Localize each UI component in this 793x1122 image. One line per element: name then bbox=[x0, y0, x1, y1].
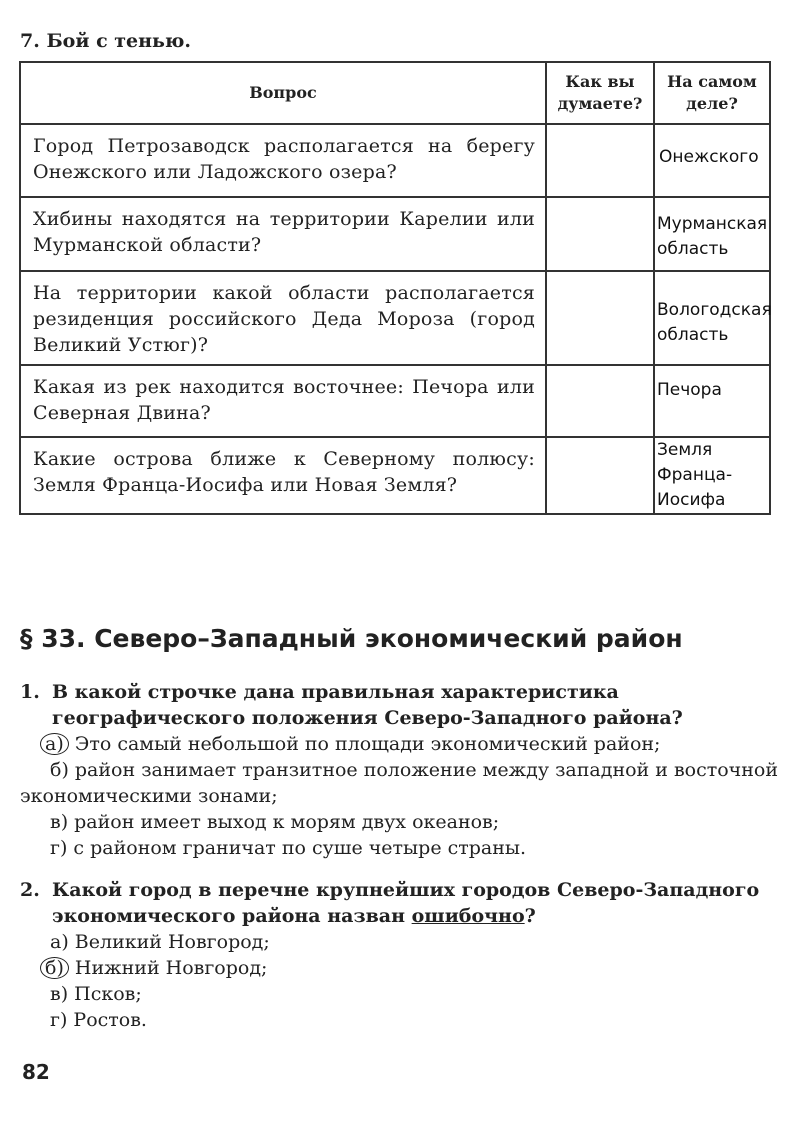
option-letter: в) bbox=[50, 811, 69, 833]
option-letter: б) bbox=[50, 759, 69, 781]
guess-cell[interactable] bbox=[546, 437, 654, 514]
option-text: Ростов. bbox=[67, 1009, 147, 1031]
option-c[interactable] bbox=[20, 809, 780, 835]
exercise-title: 7. Бой с тенью. bbox=[20, 30, 192, 52]
option-d[interactable] bbox=[20, 1007, 780, 1033]
question-cell: Хибины находятся на территории Карелии или Мурманской области? bbox=[20, 197, 546, 271]
header-question: Вопрос bbox=[20, 62, 546, 124]
option-text: с районом граничат по суше четыре страны. bbox=[67, 837, 527, 859]
option-c[interactable] bbox=[20, 981, 780, 1007]
quiz-table bbox=[19, 61, 771, 515]
answer-text: Печора bbox=[657, 380, 722, 400]
option-a[interactable] bbox=[20, 929, 780, 955]
answer-cell[interactable] bbox=[654, 197, 770, 271]
question-cell: Город Петрозаводск располагается на берегу Онежского или Ладожского озера? bbox=[20, 124, 546, 197]
option-text: Нижний Новгород; bbox=[68, 957, 268, 979]
answer-text: Онежского bbox=[659, 147, 759, 167]
question-number: 1. bbox=[20, 681, 40, 703]
option-text: район имеет выход к морям двух океанов; bbox=[68, 811, 500, 833]
question-text: Какой город в перечне крупнейших городов Северо-Западного экономического района назван ошибочно? bbox=[52, 879, 760, 927]
circled-mark: а) bbox=[40, 733, 69, 755]
answer-cell[interactable] bbox=[654, 437, 770, 514]
option-letter: г) bbox=[50, 1009, 68, 1031]
option-d[interactable] bbox=[20, 835, 780, 861]
guess-cell[interactable] bbox=[546, 124, 654, 197]
answer-text: Земля Франца- Иосифа bbox=[657, 440, 733, 510]
guess-cell[interactable] bbox=[546, 197, 654, 271]
question-text: В какой строчке дана правильная характеристика географического положения Северо-Западного района? bbox=[52, 681, 683, 729]
emphasized-word: ошибочно bbox=[411, 905, 525, 927]
option-letter: г) bbox=[50, 837, 68, 859]
option-letter: в) bbox=[50, 983, 69, 1005]
question-cell: На территории какой области располагается резиденция российского Деда Мороза (город Великий Устюг)? bbox=[20, 271, 546, 365]
answer-cell[interactable] bbox=[654, 365, 770, 437]
circled-mark: б) bbox=[40, 957, 69, 979]
table-row bbox=[20, 437, 770, 514]
option-text: Это самый небольшой по площади экономический район; bbox=[68, 733, 661, 755]
section-heading: § 33. Северо–Западный экономический район bbox=[20, 624, 683, 653]
option-b[interactable] bbox=[20, 955, 780, 981]
option-a[interactable] bbox=[20, 731, 780, 757]
answer-text: Мурманская область bbox=[657, 214, 768, 259]
question-1 bbox=[20, 679, 780, 861]
guess-cell[interactable] bbox=[546, 271, 654, 365]
option-letter: а) bbox=[50, 931, 69, 953]
question-2 bbox=[20, 877, 780, 1033]
option-text: Псков; bbox=[68, 983, 142, 1005]
question-number: 2. bbox=[20, 879, 40, 901]
answer-cell[interactable] bbox=[654, 124, 770, 197]
option-text: Великий Новгород; bbox=[68, 931, 270, 953]
option-b[interactable] bbox=[20, 757, 780, 809]
table-row bbox=[20, 124, 770, 197]
table-row bbox=[20, 197, 770, 271]
page-number: 82 bbox=[22, 1060, 50, 1084]
question-cell: Какие острова ближе к Северному полюсу: Земля Франца-Иосифа или Новая Земля? bbox=[20, 437, 546, 514]
table-row bbox=[20, 271, 770, 365]
header-actual: На самом деле? bbox=[654, 62, 770, 124]
question-cell: Какая из рек находится восточнее: Печора или Северная Двина? bbox=[20, 365, 546, 437]
option-text: район занимает транзитное положение между западной и восточной экономическими зонами; bbox=[20, 759, 779, 807]
header-guess: Как вы думаете? bbox=[546, 62, 654, 124]
answer-cell[interactable] bbox=[654, 271, 770, 365]
guess-cell[interactable] bbox=[546, 365, 654, 437]
table-row bbox=[20, 365, 770, 437]
answer-text: Вологодская область bbox=[657, 300, 772, 345]
